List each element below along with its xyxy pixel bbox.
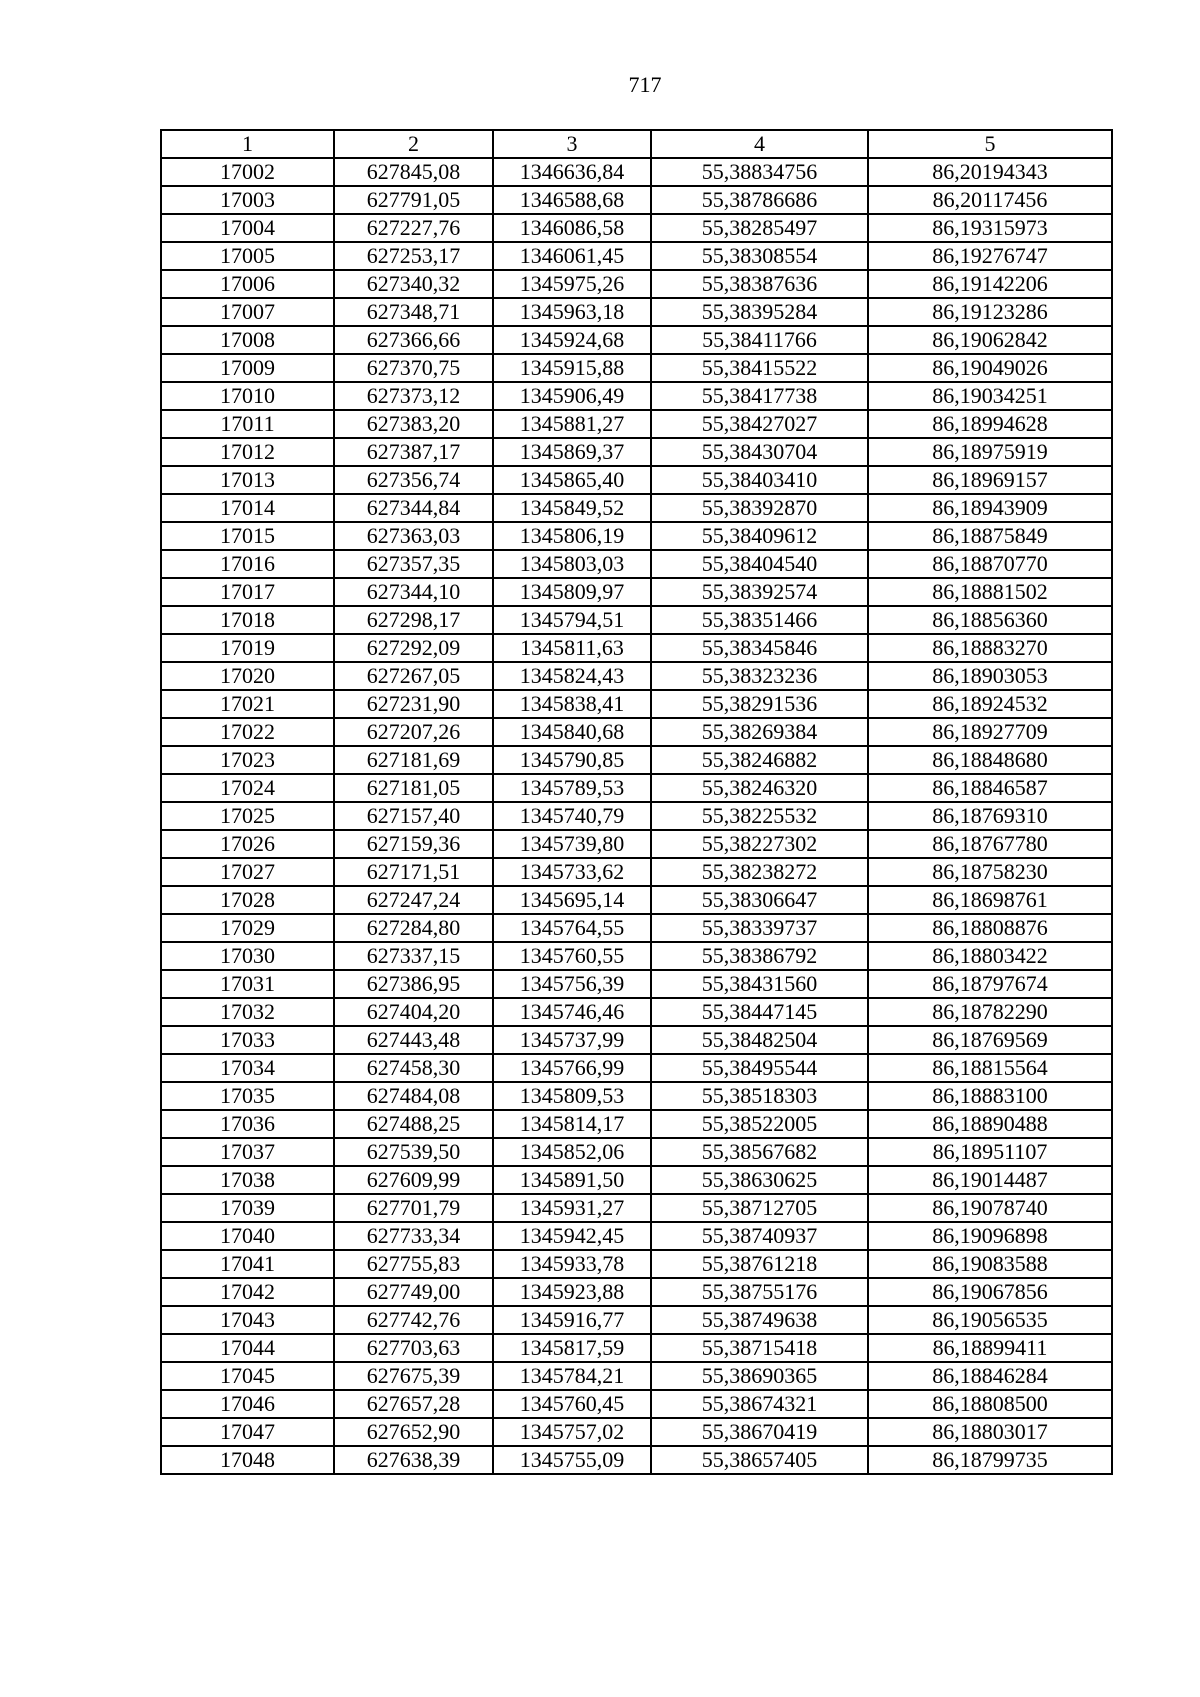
table-cell: 17042 [161,1278,334,1306]
table-cell: 627539,50 [334,1138,493,1166]
table-cell: 627404,20 [334,998,493,1026]
table-cell: 627253,17 [334,242,493,270]
table-cell: 55,38712705 [651,1194,868,1222]
table-cell: 17016 [161,550,334,578]
table-cell: 17019 [161,634,334,662]
table-cell: 55,38674321 [651,1390,868,1418]
table-cell: 86,19062842 [868,326,1112,354]
table-cell: 1345760,55 [493,942,651,970]
table-cell: 1345963,18 [493,298,651,326]
table-cell: 627247,24 [334,886,493,914]
table-cell: 17017 [161,578,334,606]
table-row [161,1446,1112,1474]
table-row [161,802,1112,830]
table-cell: 1345865,40 [493,466,651,494]
table-row [161,886,1112,914]
table-row [161,1222,1112,1250]
table-cell: 55,38227302 [651,830,868,858]
table-cell: 86,19034251 [868,382,1112,410]
table-cell: 17010 [161,382,334,410]
table-cell: 55,38404540 [651,550,868,578]
table-cell: 627484,08 [334,1082,493,1110]
table-cell: 17015 [161,522,334,550]
table-cell: 86,18927709 [868,718,1112,746]
table-cell: 55,38409612 [651,522,868,550]
table-cell: 17009 [161,354,334,382]
table-cell: 627845,08 [334,158,493,186]
table-cell: 55,38518303 [651,1082,868,1110]
table-cell: 17005 [161,242,334,270]
table-cell: 1345849,52 [493,494,651,522]
table-row [161,1026,1112,1054]
table-cell: 86,19096898 [868,1222,1112,1250]
table-cell: 17036 [161,1110,334,1138]
table-row [161,326,1112,354]
table-cell: 1345891,50 [493,1166,651,1194]
table-cell: 627383,20 [334,410,493,438]
table-cell: 86,18767780 [868,830,1112,858]
table-cell: 17004 [161,214,334,242]
table-cell: 1345840,68 [493,718,651,746]
table-cell: 627701,79 [334,1194,493,1222]
table-row [161,466,1112,494]
table-cell: 1345766,99 [493,1054,651,1082]
table-cell: 17018 [161,606,334,634]
table-cell: 627657,28 [334,1390,493,1418]
table-cell: 55,38415522 [651,354,868,382]
table-cell: 86,19056535 [868,1306,1112,1334]
table-cell: 1345923,88 [493,1278,651,1306]
table-cell: 1345809,53 [493,1082,651,1110]
table-cell: 86,18951107 [868,1138,1112,1166]
table-row [161,746,1112,774]
table-cell: 1345824,43 [493,662,651,690]
table-cell: 627231,90 [334,690,493,718]
table-cell: 627267,05 [334,662,493,690]
table-cell: 627181,05 [334,774,493,802]
table-cell: 627755,83 [334,1250,493,1278]
table-row [161,214,1112,242]
table-cell: 86,19014487 [868,1166,1112,1194]
table-cell: 55,38630625 [651,1166,868,1194]
table-cell: 55,38657405 [651,1446,868,1474]
column-header-3: 3 [493,130,651,158]
table-cell: 55,38482504 [651,1026,868,1054]
table-cell: 1345817,59 [493,1334,651,1362]
table-cell: 1345838,41 [493,690,651,718]
table-cell: 86,18808500 [868,1390,1112,1418]
table-cell: 55,38567682 [651,1138,868,1166]
table-cell: 627387,17 [334,438,493,466]
table-cell: 1346061,45 [493,242,651,270]
table-cell: 55,38386792 [651,942,868,970]
table-cell: 17033 [161,1026,334,1054]
table-row [161,1110,1112,1138]
table-cell: 55,38690365 [651,1362,868,1390]
table-row [161,1194,1112,1222]
table-cell: 17012 [161,438,334,466]
table-row [161,522,1112,550]
table-cell: 86,18698761 [868,886,1112,914]
table-cell: 55,38345846 [651,634,868,662]
table-cell: 55,38522005 [651,1110,868,1138]
table-cell: 86,18924532 [868,690,1112,718]
table-cell: 17030 [161,942,334,970]
table-cell: 1346636,84 [493,158,651,186]
table-cell: 17029 [161,914,334,942]
table-cell: 86,19067856 [868,1278,1112,1306]
table-cell: 627733,34 [334,1222,493,1250]
table-cell: 86,18994628 [868,410,1112,438]
table-cell: 17045 [161,1362,334,1390]
table-cell: 1345806,19 [493,522,651,550]
table-row [161,1166,1112,1194]
table-row [161,1362,1112,1390]
table-cell: 1345881,27 [493,410,651,438]
table-cell: 627157,40 [334,802,493,830]
column-header-1: 1 [161,130,334,158]
table-row [161,158,1112,186]
table-cell: 627159,36 [334,830,493,858]
table-cell: 55,38740937 [651,1222,868,1250]
table-cell: 55,38447145 [651,998,868,1026]
table-row [161,830,1112,858]
table-cell: 17038 [161,1166,334,1194]
table-cell: 17008 [161,326,334,354]
table-cell: 86,18870770 [868,550,1112,578]
table-row [161,1054,1112,1082]
table-cell: 627340,32 [334,270,493,298]
table-row [161,550,1112,578]
table-row [161,1390,1112,1418]
table-row [161,438,1112,466]
table-cell: 17044 [161,1334,334,1362]
table-row [161,1334,1112,1362]
table-cell: 627348,71 [334,298,493,326]
table-cell: 1345746,46 [493,998,651,1026]
table-cell: 17022 [161,718,334,746]
table-cell: 1345790,85 [493,746,651,774]
table-cell: 627292,09 [334,634,493,662]
table-cell: 627791,05 [334,186,493,214]
coordinates-table [160,129,1113,1475]
table-body [161,130,1112,1474]
table-cell: 17011 [161,410,334,438]
table-cell: 86,19123286 [868,298,1112,326]
table-row [161,998,1112,1026]
table-cell: 86,18848680 [868,746,1112,774]
table-cell: 1345916,77 [493,1306,651,1334]
table-cell: 86,18815564 [868,1054,1112,1082]
table-row [161,970,1112,998]
table-cell: 1345931,27 [493,1194,651,1222]
table-cell: 55,38395284 [651,298,868,326]
table-row [161,410,1112,438]
table-cell: 55,38749638 [651,1306,868,1334]
table-cell: 86,18846284 [868,1362,1112,1390]
table-cell: 627675,39 [334,1362,493,1390]
table-cell: 17013 [161,466,334,494]
table-cell: 55,38323236 [651,662,868,690]
table-cell: 86,18803422 [868,942,1112,970]
page-number: 717 [628,72,662,97]
table-cell: 17037 [161,1138,334,1166]
table-cell: 627357,35 [334,550,493,578]
table-row [161,270,1112,298]
table-cell: 55,38411766 [651,326,868,354]
table-row [161,1082,1112,1110]
table-cell: 1345755,09 [493,1446,651,1474]
table-cell: 1345737,99 [493,1026,651,1054]
table-cell: 1345933,78 [493,1250,651,1278]
table-cell: 17007 [161,298,334,326]
table-cell: 86,18799735 [868,1446,1112,1474]
table-row [161,494,1112,522]
column-header-4: 4 [651,130,868,158]
table-cell: 55,38427027 [651,410,868,438]
table-cell: 55,38834756 [651,158,868,186]
table-row [161,1138,1112,1166]
table-cell: 55,38761218 [651,1250,868,1278]
table-cell: 86,18883270 [868,634,1112,662]
table-row [161,1306,1112,1334]
table-cell: 86,18782290 [868,998,1112,1026]
table-cell: 17047 [161,1418,334,1446]
table-cell: 17048 [161,1446,334,1474]
table-cell: 17020 [161,662,334,690]
table-row [161,774,1112,802]
table-cell: 17032 [161,998,334,1026]
table-cell: 627749,00 [334,1278,493,1306]
table-cell: 1345942,45 [493,1222,651,1250]
table-row [161,186,1112,214]
table-cell: 86,18890488 [868,1110,1112,1138]
table-cell: 55,38246320 [651,774,868,802]
table-cell: 17027 [161,858,334,886]
table-cell: 1345756,39 [493,970,651,998]
table-cell: 627207,26 [334,718,493,746]
table-cell: 55,38269384 [651,718,868,746]
table-cell: 1346086,58 [493,214,651,242]
table-cell: 1346588,68 [493,186,651,214]
table-cell: 55,38387636 [651,270,868,298]
column-header-5: 5 [868,130,1112,158]
table-cell: 55,38670419 [651,1418,868,1446]
table-cell: 1345789,53 [493,774,651,802]
table-cell: 627638,39 [334,1446,493,1474]
table-cell: 86,19276747 [868,242,1112,270]
table-cell: 86,18975919 [868,438,1112,466]
table-row [161,662,1112,690]
table-row [161,858,1112,886]
table-header-row [161,130,1112,158]
table-row [161,1278,1112,1306]
table-cell: 86,18769569 [868,1026,1112,1054]
table-cell: 55,38392870 [651,494,868,522]
table-cell: 86,18797674 [868,970,1112,998]
table-cell: 55,38417738 [651,382,868,410]
table-cell: 1345757,02 [493,1418,651,1446]
table-cell: 55,38431560 [651,970,868,998]
table-cell: 86,18883100 [868,1082,1112,1110]
table-cell: 86,18881502 [868,578,1112,606]
table-cell: 1345803,03 [493,550,651,578]
table-row [161,606,1112,634]
table-cell: 627171,51 [334,858,493,886]
table-cell: 86,18856360 [868,606,1112,634]
table-cell: 17034 [161,1054,334,1082]
table-cell: 17003 [161,186,334,214]
table-cell: 17024 [161,774,334,802]
table-cell: 17041 [161,1250,334,1278]
table-row [161,298,1112,326]
table-cell: 55,38238272 [651,858,868,886]
column-header-2: 2 [334,130,493,158]
table-cell: 55,38786686 [651,186,868,214]
table-cell: 627609,99 [334,1166,493,1194]
table-cell: 17014 [161,494,334,522]
table-cell: 627370,75 [334,354,493,382]
table-cell: 17026 [161,830,334,858]
table-cell: 86,19078740 [868,1194,1112,1222]
table-cell: 55,38755176 [651,1278,868,1306]
table-cell: 1345975,26 [493,270,651,298]
table-cell: 17031 [161,970,334,998]
table-cell: 86,18803017 [868,1418,1112,1446]
table-cell: 55,38306647 [651,886,868,914]
table-cell: 86,19142206 [868,270,1112,298]
table-cell: 55,38351466 [651,606,868,634]
table-cell: 86,18758230 [868,858,1112,886]
table-cell: 627344,84 [334,494,493,522]
table-cell: 627284,80 [334,914,493,942]
table-cell: 627363,03 [334,522,493,550]
table-cell: 627488,25 [334,1110,493,1138]
table-cell: 86,18943909 [868,494,1112,522]
table-cell: 55,38715418 [651,1334,868,1362]
table-cell: 1345924,68 [493,326,651,354]
table-cell: 1345814,17 [493,1110,651,1138]
table-cell: 1345764,55 [493,914,651,942]
table-cell: 1345733,62 [493,858,651,886]
table-row [161,718,1112,746]
table-cell: 1345695,14 [493,886,651,914]
table-cell: 17021 [161,690,334,718]
table-cell: 627298,17 [334,606,493,634]
table-cell: 55,38392574 [651,578,868,606]
table-cell: 86,19315973 [868,214,1112,242]
table-cell: 17035 [161,1082,334,1110]
table-cell: 627337,15 [334,942,493,970]
table-row [161,942,1112,970]
table-cell: 627366,66 [334,326,493,354]
table-cell: 17023 [161,746,334,774]
table-row [161,1418,1112,1446]
table-cell: 17043 [161,1306,334,1334]
table-cell: 86,18969157 [868,466,1112,494]
table-cell: 86,18846587 [868,774,1112,802]
table-cell: 55,38225532 [651,802,868,830]
table-cell: 86,20194343 [868,158,1112,186]
table-cell: 1345740,79 [493,802,651,830]
table-cell: 17028 [161,886,334,914]
table-cell: 1345739,80 [493,830,651,858]
table-cell: 627703,63 [334,1334,493,1362]
table-cell: 17040 [161,1222,334,1250]
table-cell: 86,18903053 [868,662,1112,690]
table-cell: 627742,76 [334,1306,493,1334]
table-cell: 1345809,97 [493,578,651,606]
table-cell: 86,18875849 [868,522,1112,550]
table-cell: 55,38291536 [651,690,868,718]
table-cell: 17025 [161,802,334,830]
table-cell: 1345906,49 [493,382,651,410]
table-cell: 86,18808876 [868,914,1112,942]
table-cell: 1345852,06 [493,1138,651,1166]
table-cell: 1345784,21 [493,1362,651,1390]
table-cell: 55,38246882 [651,746,868,774]
table-cell: 627458,30 [334,1054,493,1082]
table-cell: 627356,74 [334,466,493,494]
table-cell: 86,19049026 [868,354,1112,382]
table-cell: 627652,90 [334,1418,493,1446]
table-cell: 17046 [161,1390,334,1418]
table-cell: 1345915,88 [493,354,651,382]
table-row [161,382,1112,410]
table-row [161,634,1112,662]
table-cell: 55,38495544 [651,1054,868,1082]
table-cell: 627227,76 [334,214,493,242]
table-cell: 627386,95 [334,970,493,998]
table-cell: 55,38403410 [651,466,868,494]
table-cell: 1345760,45 [493,1390,651,1418]
table-cell: 1345869,37 [493,438,651,466]
table-cell: 55,38285497 [651,214,868,242]
table-row [161,242,1112,270]
table-cell: 627443,48 [334,1026,493,1054]
table-row [161,354,1112,382]
table-cell: 17002 [161,158,334,186]
table-cell: 627344,10 [334,578,493,606]
table-cell: 55,38308554 [651,242,868,270]
table-row [161,578,1112,606]
table-cell: 627181,69 [334,746,493,774]
table-cell: 86,18769310 [868,802,1112,830]
table-cell: 1345794,51 [493,606,651,634]
table-cell: 86,18899411 [868,1334,1112,1362]
table-cell: 86,20117456 [868,186,1112,214]
table-cell: 1345811,63 [493,634,651,662]
table-cell: 17006 [161,270,334,298]
table-row [161,1250,1112,1278]
table-cell: 55,38430704 [651,438,868,466]
table-cell: 86,19083588 [868,1250,1112,1278]
table-row [161,690,1112,718]
table-cell: 17039 [161,1194,334,1222]
table-row [161,914,1112,942]
table-cell: 627373,12 [334,382,493,410]
table-cell: 55,38339737 [651,914,868,942]
